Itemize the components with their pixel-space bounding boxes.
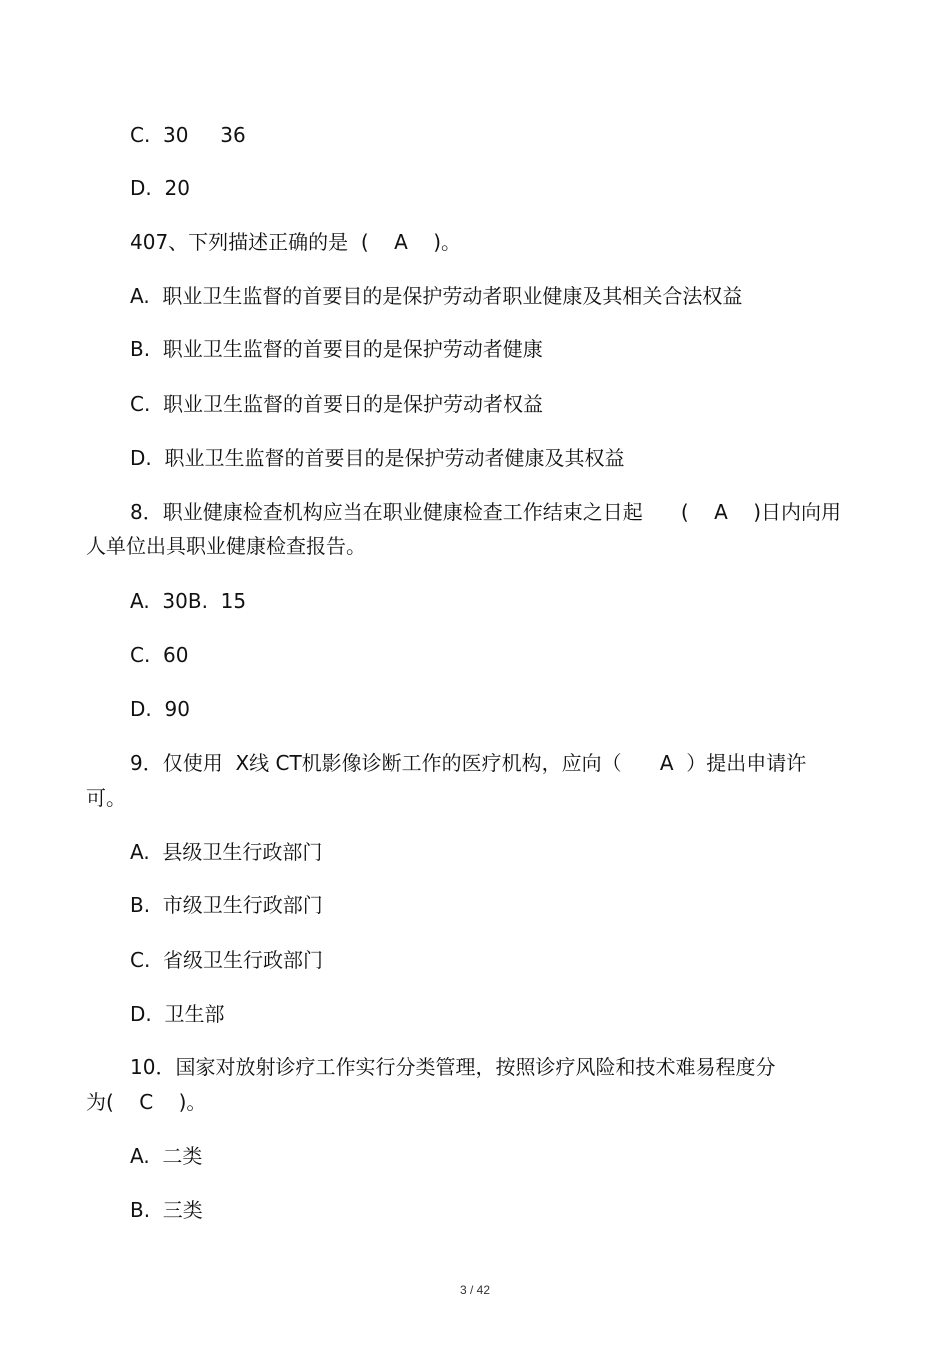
- option-c-q9: C. 省级卫生行政部门: [130, 948, 324, 972]
- page-number: 3 / 42: [459, 1283, 491, 1297]
- option-a-q9: A. 县级卫生行政部门: [130, 840, 323, 864]
- option-d-q8: D. 90: [130, 697, 190, 721]
- question-9-continued: 可。: [86, 786, 126, 810]
- option-a-q407: A. 职业卫生监督的首要目的是保护劳动者职业健康及其相关合法权益: [130, 284, 743, 308]
- option-c-q8: C. 60: [130, 643, 189, 667]
- option-c-q406: C. 30 36: [130, 123, 246, 147]
- question-407: 407、下列描述正确的是 ( A )。: [130, 230, 462, 254]
- option-b-q9: B. 市级卫生行政部门: [130, 893, 323, 917]
- option-b-q10: B. 三类: [130, 1198, 203, 1222]
- option-d-q9: D. 卫生部: [130, 1002, 225, 1026]
- option-d-q406: D. 20: [130, 176, 190, 200]
- option-c-q407: C. 职业卫生监督的首要日的是保护劳动者权益: [130, 392, 544, 416]
- question-10-continued: 为( C )。: [86, 1090, 207, 1114]
- question-8: 8．职业健康检查机构应当在职业健康检查工作结束之日起 ( A )日内向用: [130, 500, 842, 524]
- question-8-continued: 人单位出具职业健康检查报告。: [86, 534, 366, 558]
- options-ab-q8: A. 30B. 15: [130, 589, 247, 613]
- question-9: 9．仅使用 X线 CT机影像诊断工作的医疗机构，应向（ A ）提出申请许: [130, 751, 807, 775]
- option-d-q407: D. 职业卫生监督的首要目的是保护劳动者健康及其权益: [130, 446, 625, 470]
- option-b-q407: B. 职业卫生监督的首要目的是保护劳动者健康: [130, 337, 543, 361]
- question-10: 10．国家对放射诊疗工作实行分类管理，按照诊疗风险和技术难易程度分: [130, 1055, 776, 1079]
- option-a-q10: A. 二类: [130, 1144, 203, 1168]
